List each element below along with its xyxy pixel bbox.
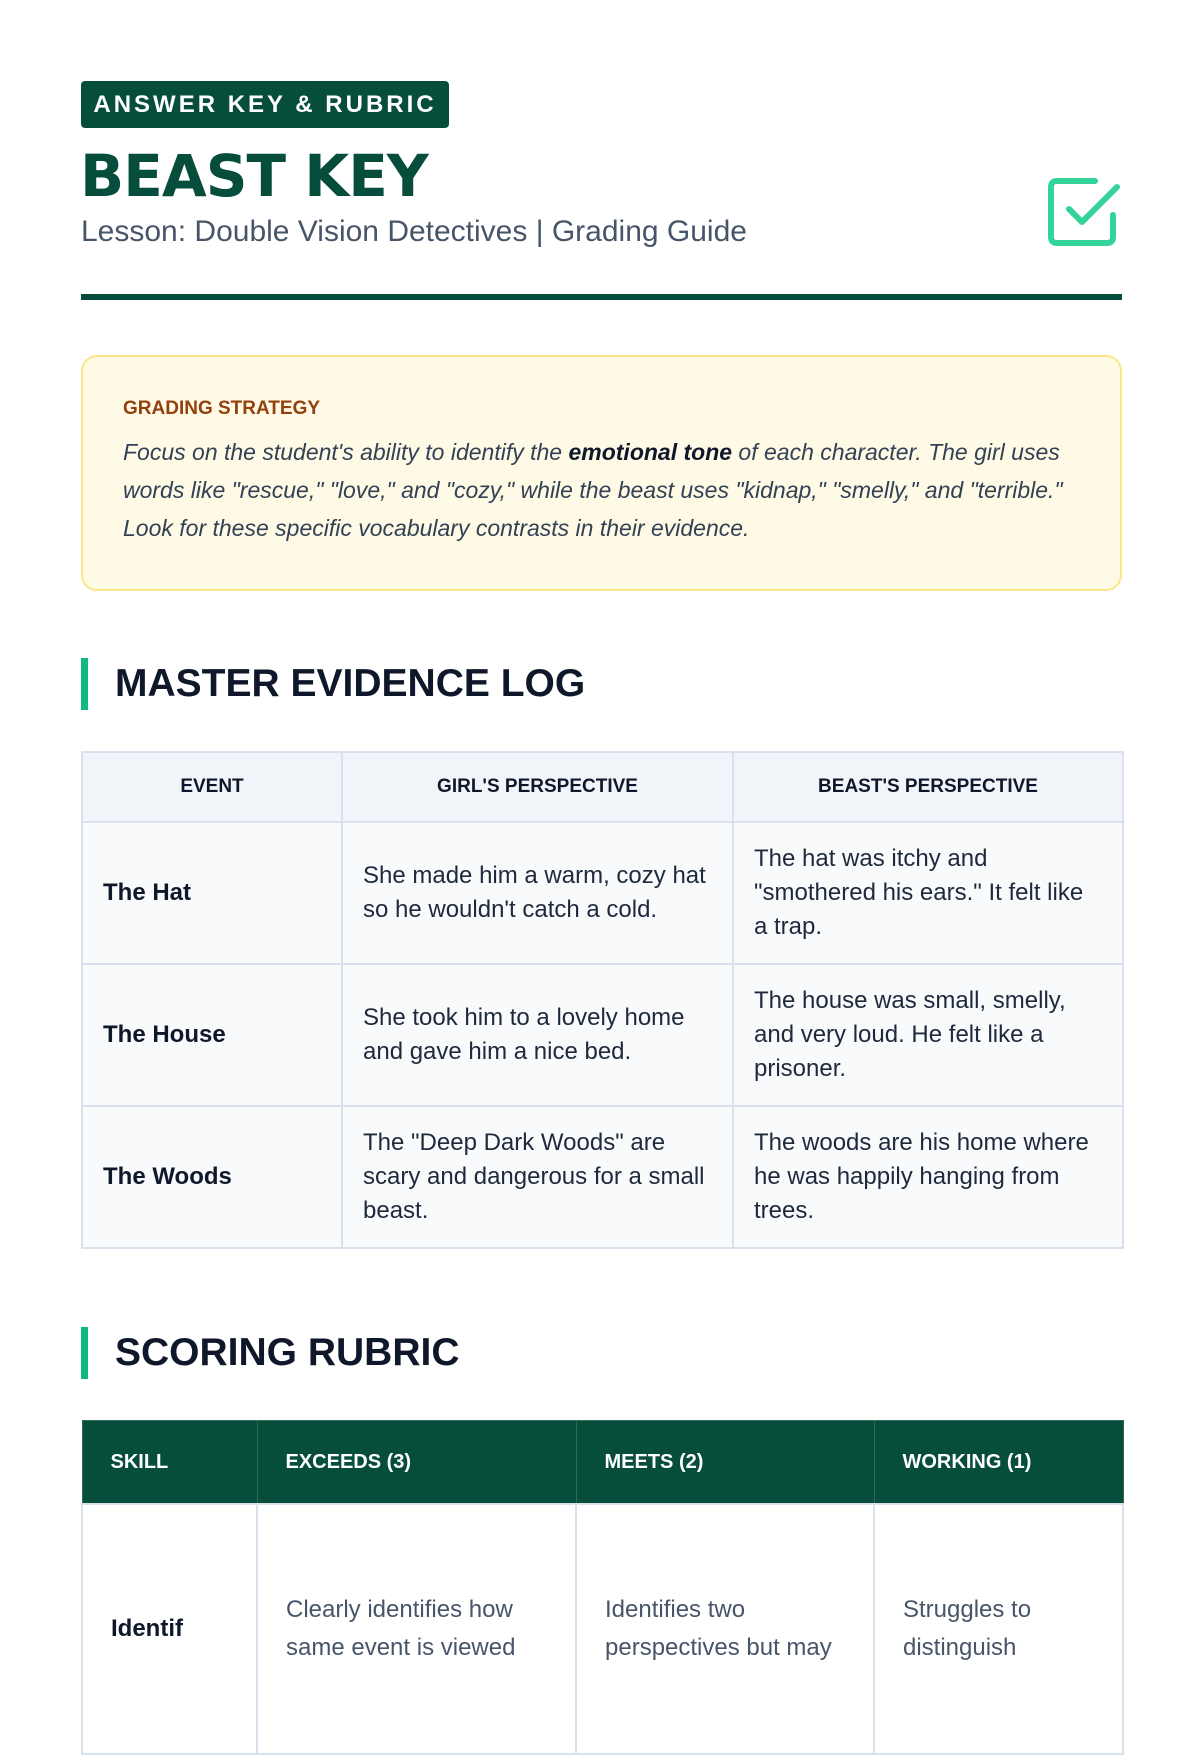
scoring-rubric-table [81, 1420, 1124, 1755]
meets-cell: Identifies two perspectives but may [576, 1504, 874, 1754]
beast-perspective-cell: The house was small, smelly, and very loud. He felt like a prisoner. [733, 964, 1123, 1106]
column-header: WORKING (1) [874, 1421, 1123, 1505]
strategy-text-part: Focus on the student's ability to identify the [123, 439, 569, 465]
beast-perspective-cell: The woods are his home where he was happily hanging from trees. [733, 1106, 1123, 1248]
column-header: EVENT [82, 752, 342, 822]
strategy-emphasis: emotional tone [568, 439, 733, 465]
table-row [82, 964, 1123, 1106]
event-cell: The Woods [82, 1106, 342, 1248]
page-title: BEAST KEY [80, 142, 428, 210]
evidence-log-table [81, 751, 1124, 1249]
table-header-row [82, 1421, 1123, 1505]
table-row [82, 822, 1123, 964]
table-header-row [82, 752, 1123, 822]
event-cell: The Hat [82, 822, 342, 964]
column-header: SKILL [82, 1421, 257, 1505]
grading-strategy-label: GRADING STRATEGY [123, 398, 321, 419]
column-header: BEAST'S PERSPECTIVE [733, 752, 1123, 822]
column-header: EXCEEDS (3) [257, 1421, 576, 1505]
column-header: GIRL'S PERSPECTIVE [342, 752, 733, 822]
girl-perspective-cell: She took him to a lovely home and gave him a nice bed. [342, 964, 733, 1106]
column-header: MEETS (2) [576, 1421, 874, 1505]
skill-cell: Identif [82, 1504, 257, 1754]
scoring-rubric-title: SCORING RUBRIC [81, 1327, 460, 1379]
header-divider [81, 294, 1122, 300]
grading-strategy-text [123, 433, 1080, 547]
answer-key-badge: ANSWER KEY & RUBRIC [81, 81, 449, 128]
girl-perspective-cell: She made him a warm, cozy hat so he wouldn't catch a cold. [342, 822, 733, 964]
event-cell: The House [82, 964, 342, 1106]
table-row [82, 1106, 1123, 1248]
working-cell: Struggles to distinguish [874, 1504, 1123, 1754]
beast-perspective-cell: The hat was itchy and "smothered his ears." It felt like a trap. [733, 822, 1123, 964]
checkbox-icon [1045, 175, 1121, 251]
table-row [82, 1504, 1123, 1754]
evidence-log-title: MASTER EVIDENCE LOG [81, 658, 585, 710]
exceeds-cell: Clearly identifies how same event is viewed [257, 1504, 576, 1754]
strategy-text-part: of each character. The girl uses words like "rescue," "love," and "cozy," while the beast uses "kidnap," "smelly," and "terrible." Look for these specific vocabulary contrasts in their evidence. [123, 439, 1063, 541]
page-subtitle: Lesson: Double Vision Detectives | Grading Guide [81, 215, 747, 248]
girl-perspective-cell: The "Deep Dark Woods" are scary and dangerous for a small beast. [342, 1106, 733, 1248]
grading-strategy-box [81, 355, 1122, 591]
